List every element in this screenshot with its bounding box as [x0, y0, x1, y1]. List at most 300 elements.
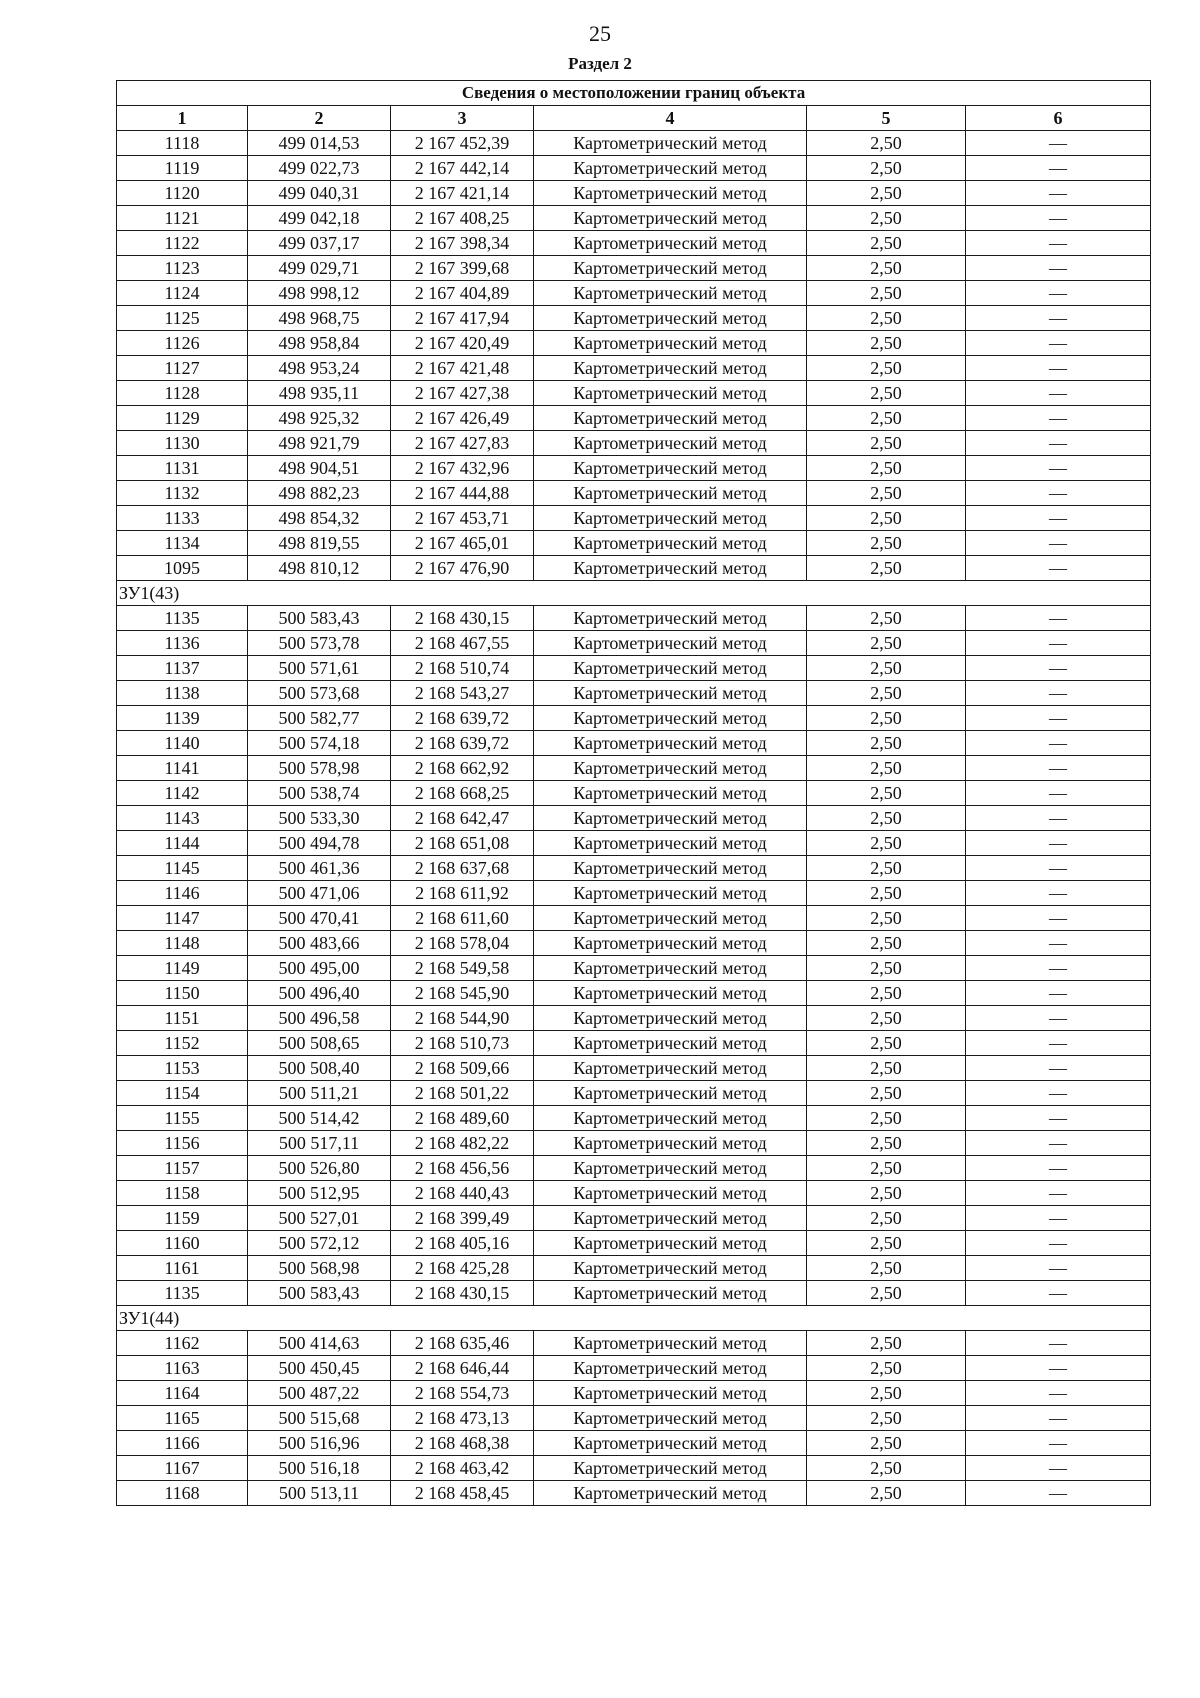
x-coordinate-cell: 498 925,32: [248, 406, 391, 431]
description-cell: —: [966, 1056, 1151, 1081]
x-coordinate-cell: 500 495,00: [248, 956, 391, 981]
point-number-cell: 1150: [117, 981, 248, 1006]
x-coordinate-cell: 500 496,40: [248, 981, 391, 1006]
y-coordinate-cell: 2 168 545,90: [391, 981, 534, 1006]
x-coordinate-cell: 498 935,11: [248, 381, 391, 406]
method-cell: Картометрический метод: [534, 606, 807, 631]
table-row: [117, 481, 1151, 506]
x-coordinate-cell: 500 514,42: [248, 1106, 391, 1131]
accuracy-cell: 2,50: [807, 131, 966, 156]
y-coordinate-cell: 2 168 509,66: [391, 1056, 534, 1081]
accuracy-cell: 2,50: [807, 1181, 966, 1206]
description-cell: —: [966, 1206, 1151, 1231]
y-coordinate-cell: 2 167 399,68: [391, 256, 534, 281]
accuracy-cell: 2,50: [807, 856, 966, 881]
accuracy-cell: 2,50: [807, 1031, 966, 1056]
accuracy-cell: 2,50: [807, 406, 966, 431]
table-row: [117, 1356, 1151, 1381]
x-coordinate-cell: 500 526,80: [248, 1156, 391, 1181]
accuracy-cell: 2,50: [807, 631, 966, 656]
table-row: [117, 931, 1151, 956]
group-label-row: [117, 581, 1151, 606]
x-coordinate-cell: 498 819,55: [248, 531, 391, 556]
method-cell: Картометрический метод: [534, 1006, 807, 1031]
x-coordinate-cell: 500 414,63: [248, 1331, 391, 1356]
accuracy-cell: 2,50: [807, 156, 966, 181]
accuracy-cell: 2,50: [807, 506, 966, 531]
description-cell: —: [966, 1481, 1151, 1506]
column-number: 3: [391, 106, 534, 131]
accuracy-cell: 2,50: [807, 1206, 966, 1231]
y-coordinate-cell: 2 168 467,55: [391, 631, 534, 656]
x-coordinate-cell: 500 515,68: [248, 1406, 391, 1431]
y-coordinate-cell: 2 168 637,68: [391, 856, 534, 881]
point-number-cell: 1125: [117, 306, 248, 331]
table-row: [117, 531, 1151, 556]
point-number-cell: 1149: [117, 956, 248, 981]
point-number-cell: 1118: [117, 131, 248, 156]
point-number-cell: 1140: [117, 731, 248, 756]
x-coordinate-cell: 500 450,45: [248, 1356, 391, 1381]
x-coordinate-cell: 500 496,58: [248, 1006, 391, 1031]
column-number: 6: [966, 106, 1151, 131]
accuracy-cell: 2,50: [807, 656, 966, 681]
table-row: [117, 656, 1151, 681]
description-cell: —: [966, 1156, 1151, 1181]
description-cell: —: [966, 456, 1151, 481]
table-row: [117, 781, 1151, 806]
x-coordinate-cell: 499 022,73: [248, 156, 391, 181]
description-cell: —: [966, 656, 1151, 681]
description-cell: —: [966, 1031, 1151, 1056]
y-coordinate-cell: 2 168 642,47: [391, 806, 534, 831]
description-cell: —: [966, 906, 1151, 931]
section-title: Раздел 2: [568, 54, 632, 73]
point-number-cell: 1136: [117, 631, 248, 656]
accuracy-cell: 2,50: [807, 206, 966, 231]
y-coordinate-cell: 2 168 639,72: [391, 706, 534, 731]
description-cell: —: [966, 181, 1151, 206]
point-number-cell: 1156: [117, 1131, 248, 1156]
method-cell: Картометрический метод: [534, 831, 807, 856]
method-cell: Картометрический метод: [534, 1256, 807, 1281]
column-number-row: [117, 106, 1151, 131]
table-row: [117, 881, 1151, 906]
table-row: [117, 556, 1151, 581]
point-number-cell: 1128: [117, 381, 248, 406]
accuracy-cell: 2,50: [807, 331, 966, 356]
description-cell: —: [966, 356, 1151, 381]
y-coordinate-cell: 2 168 430,15: [391, 1281, 534, 1306]
table-row: [117, 156, 1151, 181]
point-number-cell: 1143: [117, 806, 248, 831]
method-cell: Картометрический метод: [534, 481, 807, 506]
point-number-cell: 1135: [117, 1281, 248, 1306]
accuracy-cell: 2,50: [807, 1381, 966, 1406]
x-coordinate-cell: 498 958,84: [248, 331, 391, 356]
table-row: [117, 1431, 1151, 1456]
description-cell: —: [966, 856, 1151, 881]
x-coordinate-cell: 500 578,98: [248, 756, 391, 781]
point-number-cell: 1167: [117, 1456, 248, 1481]
point-number-cell: 1124: [117, 281, 248, 306]
y-coordinate-cell: 2 168 662,92: [391, 756, 534, 781]
description-cell: —: [966, 131, 1151, 156]
method-cell: Картометрический метод: [534, 1406, 807, 1431]
y-coordinate-cell: 2 167 420,49: [391, 331, 534, 356]
table-row: [117, 1381, 1151, 1406]
y-coordinate-cell: 2 168 554,73: [391, 1381, 534, 1406]
y-coordinate-cell: 2 168 510,74: [391, 656, 534, 681]
point-number-cell: 1147: [117, 906, 248, 931]
method-cell: Картометрический метод: [534, 1281, 807, 1306]
method-cell: Картометрический метод: [534, 1131, 807, 1156]
accuracy-cell: 2,50: [807, 181, 966, 206]
method-cell: Картометрический метод: [534, 1356, 807, 1381]
accuracy-cell: 2,50: [807, 281, 966, 306]
description-cell: —: [966, 1231, 1151, 1256]
method-cell: Картометрический метод: [534, 306, 807, 331]
description-cell: —: [966, 481, 1151, 506]
accuracy-cell: 2,50: [807, 1081, 966, 1106]
accuracy-cell: 2,50: [807, 1481, 966, 1506]
description-cell: —: [966, 331, 1151, 356]
table-title: Сведения о местоположении границ объекта: [117, 81, 1151, 106]
table-row: [117, 1181, 1151, 1206]
method-cell: Картометрический метод: [534, 181, 807, 206]
method-cell: Картометрический метод: [534, 881, 807, 906]
table-row: [117, 981, 1151, 1006]
method-cell: Картометрический метод: [534, 731, 807, 756]
table-row: [117, 431, 1151, 456]
x-coordinate-cell: 500 533,30: [248, 806, 391, 831]
point-number-cell: 1120: [117, 181, 248, 206]
method-cell: Картометрический метод: [534, 1231, 807, 1256]
description-cell: —: [966, 681, 1151, 706]
x-coordinate-cell: 500 517,11: [248, 1131, 391, 1156]
y-coordinate-cell: 2 168 468,38: [391, 1431, 534, 1456]
y-coordinate-cell: 2 167 442,14: [391, 156, 534, 181]
point-number-cell: 1126: [117, 331, 248, 356]
accuracy-cell: 2,50: [807, 806, 966, 831]
description-cell: —: [966, 1131, 1151, 1156]
accuracy-cell: 2,50: [807, 831, 966, 856]
point-number-cell: 1144: [117, 831, 248, 856]
x-coordinate-cell: 500 568,98: [248, 1256, 391, 1281]
point-number-cell: 1141: [117, 756, 248, 781]
method-cell: Картометрический метод: [534, 806, 807, 831]
method-cell: Картометрический метод: [534, 756, 807, 781]
method-cell: Картометрический метод: [534, 1456, 807, 1481]
description-cell: —: [966, 1406, 1151, 1431]
table-row: [117, 956, 1151, 981]
x-coordinate-cell: 500 573,68: [248, 681, 391, 706]
accuracy-cell: 2,50: [807, 906, 966, 931]
y-coordinate-cell: 2 167 465,01: [391, 531, 534, 556]
y-coordinate-cell: 2 168 440,43: [391, 1181, 534, 1206]
y-coordinate-cell: 2 167 421,48: [391, 356, 534, 381]
description-cell: —: [966, 931, 1151, 956]
point-number-cell: 1142: [117, 781, 248, 806]
point-number-cell: 1134: [117, 531, 248, 556]
method-cell: Картометрический метод: [534, 1181, 807, 1206]
table-row: [117, 1481, 1151, 1506]
method-cell: Картометрический метод: [534, 706, 807, 731]
x-coordinate-cell: 498 810,12: [248, 556, 391, 581]
method-cell: Картометрический метод: [534, 556, 807, 581]
method-cell: Картометрический метод: [534, 431, 807, 456]
method-cell: Картометрический метод: [534, 1206, 807, 1231]
description-cell: —: [966, 706, 1151, 731]
table-row: [117, 306, 1151, 331]
method-cell: Картометрический метод: [534, 456, 807, 481]
method-cell: Картометрический метод: [534, 1056, 807, 1081]
description-cell: —: [966, 1281, 1151, 1306]
x-coordinate-cell: 499 040,31: [248, 181, 391, 206]
x-coordinate-cell: 500 538,74: [248, 781, 391, 806]
description-cell: —: [966, 1256, 1151, 1281]
column-number: 5: [807, 106, 966, 131]
table-row: [117, 1081, 1151, 1106]
column-number: 4: [534, 106, 807, 131]
y-coordinate-cell: 2 168 639,72: [391, 731, 534, 756]
x-coordinate-cell: 498 904,51: [248, 456, 391, 481]
y-coordinate-cell: 2 167 417,94: [391, 306, 534, 331]
accuracy-cell: 2,50: [807, 256, 966, 281]
method-cell: Картометрический метод: [534, 131, 807, 156]
x-coordinate-cell: 500 470,41: [248, 906, 391, 931]
point-number-cell: 1122: [117, 231, 248, 256]
x-coordinate-cell: 498 968,75: [248, 306, 391, 331]
y-coordinate-cell: 2 168 578,04: [391, 931, 534, 956]
y-coordinate-cell: 2 167 432,96: [391, 456, 534, 481]
method-cell: Картометрический метод: [534, 1156, 807, 1181]
column-number: 1: [117, 106, 248, 131]
x-coordinate-cell: 500 574,18: [248, 731, 391, 756]
accuracy-cell: 2,50: [807, 606, 966, 631]
x-coordinate-cell: 500 527,01: [248, 1206, 391, 1231]
y-coordinate-cell: 2 167 408,25: [391, 206, 534, 231]
point-number-cell: 1138: [117, 681, 248, 706]
method-cell: Картометрический метод: [534, 531, 807, 556]
point-number-cell: 1154: [117, 1081, 248, 1106]
x-coordinate-cell: 498 921,79: [248, 431, 391, 456]
y-coordinate-cell: 2 167 427,83: [391, 431, 534, 456]
point-number-cell: 1129: [117, 406, 248, 431]
table-body: [117, 131, 1151, 1506]
accuracy-cell: 2,50: [807, 556, 966, 581]
description-cell: —: [966, 306, 1151, 331]
y-coordinate-cell: 2 168 489,60: [391, 1106, 534, 1131]
method-cell: Картометрический метод: [534, 1081, 807, 1106]
accuracy-cell: 2,50: [807, 1256, 966, 1281]
method-cell: Картометрический метод: [534, 956, 807, 981]
table-row: [117, 506, 1151, 531]
table-row: [117, 1056, 1151, 1081]
method-cell: Картометрический метод: [534, 656, 807, 681]
point-number-cell: 1168: [117, 1481, 248, 1506]
y-coordinate-cell: 2 168 425,28: [391, 1256, 534, 1281]
point-number-cell: 1165: [117, 1406, 248, 1431]
point-number-cell: 1137: [117, 656, 248, 681]
y-coordinate-cell: 2 168 430,15: [391, 606, 534, 631]
description-cell: —: [966, 1456, 1151, 1481]
description-cell: —: [966, 431, 1151, 456]
x-coordinate-cell: 500 511,21: [248, 1081, 391, 1106]
method-cell: Картометрический метод: [534, 1331, 807, 1356]
point-number-cell: 1152: [117, 1031, 248, 1056]
description-cell: —: [966, 731, 1151, 756]
y-coordinate-cell: 2 167 421,14: [391, 181, 534, 206]
accuracy-cell: 2,50: [807, 881, 966, 906]
x-coordinate-cell: 499 029,71: [248, 256, 391, 281]
point-number-cell: 1133: [117, 506, 248, 531]
point-number-cell: 1121: [117, 206, 248, 231]
y-coordinate-cell: 2 168 405,16: [391, 1231, 534, 1256]
description-cell: —: [966, 406, 1151, 431]
method-cell: Картометрический метод: [534, 156, 807, 181]
table-row: [117, 281, 1151, 306]
method-cell: Картометрический метод: [534, 856, 807, 881]
y-coordinate-cell: 2 168 458,45: [391, 1481, 534, 1506]
point-number-cell: 1095: [117, 556, 248, 581]
method-cell: Картометрический метод: [534, 906, 807, 931]
accuracy-cell: 2,50: [807, 756, 966, 781]
x-coordinate-cell: 500 508,40: [248, 1056, 391, 1081]
method-cell: Картометрический метод: [534, 231, 807, 256]
table-row: [117, 131, 1151, 156]
x-coordinate-cell: 500 487,22: [248, 1381, 391, 1406]
x-coordinate-cell: 498 953,24: [248, 356, 391, 381]
y-coordinate-cell: 2 167 476,90: [391, 556, 534, 581]
point-number-cell: 1146: [117, 881, 248, 906]
table-row: [117, 456, 1151, 481]
table-row: [117, 181, 1151, 206]
table-row: [117, 1131, 1151, 1156]
x-coordinate-cell: 500 516,18: [248, 1456, 391, 1481]
table-row: [117, 681, 1151, 706]
accuracy-cell: 2,50: [807, 1331, 966, 1356]
x-coordinate-cell: 498 998,12: [248, 281, 391, 306]
point-number-cell: 1127: [117, 356, 248, 381]
table-row: [117, 381, 1151, 406]
description-cell: —: [966, 1381, 1151, 1406]
page-number: 25: [589, 21, 611, 46]
description-cell: —: [966, 156, 1151, 181]
point-number-cell: 1132: [117, 481, 248, 506]
table-row: [117, 1006, 1151, 1031]
point-number-cell: 1166: [117, 1431, 248, 1456]
y-coordinate-cell: 2 168 549,58: [391, 956, 534, 981]
table-row: [117, 1206, 1151, 1231]
y-coordinate-cell: 2 168 611,92: [391, 881, 534, 906]
y-coordinate-cell: 2 168 399,49: [391, 1206, 534, 1231]
table-row: [117, 256, 1151, 281]
x-coordinate-cell: 500 508,65: [248, 1031, 391, 1056]
method-cell: Картометрический метод: [534, 981, 807, 1006]
accuracy-cell: 2,50: [807, 456, 966, 481]
x-coordinate-cell: 500 572,12: [248, 1231, 391, 1256]
point-number-cell: 1119: [117, 156, 248, 181]
table-row: [117, 206, 1151, 231]
group-label: ЗУ1(43): [117, 581, 1151, 606]
accuracy-cell: 2,50: [807, 781, 966, 806]
x-coordinate-cell: 500 461,36: [248, 856, 391, 881]
x-coordinate-cell: 500 583,43: [248, 606, 391, 631]
x-coordinate-cell: 500 582,77: [248, 706, 391, 731]
y-coordinate-cell: 2 168 544,90: [391, 1006, 534, 1031]
table-row: [117, 1281, 1151, 1306]
y-coordinate-cell: 2 167 444,88: [391, 481, 534, 506]
table-row: [117, 706, 1151, 731]
method-cell: Картометрический метод: [534, 1431, 807, 1456]
description-cell: —: [966, 556, 1151, 581]
accuracy-cell: 2,50: [807, 731, 966, 756]
point-number-cell: 1131: [117, 456, 248, 481]
y-coordinate-cell: 2 168 510,73: [391, 1031, 534, 1056]
x-coordinate-cell: 500 516,96: [248, 1431, 391, 1456]
method-cell: Картометрический метод: [534, 331, 807, 356]
description-cell: —: [966, 231, 1151, 256]
y-coordinate-cell: 2 167 404,89: [391, 281, 534, 306]
method-cell: Картометрический метод: [534, 1381, 807, 1406]
table-row: [117, 631, 1151, 656]
description-cell: —: [966, 1081, 1151, 1106]
description-cell: —: [966, 1181, 1151, 1206]
x-coordinate-cell: 499 037,17: [248, 231, 391, 256]
x-coordinate-cell: 499 014,53: [248, 131, 391, 156]
point-number-cell: 1130: [117, 431, 248, 456]
point-number-cell: 1158: [117, 1181, 248, 1206]
point-number-cell: 1153: [117, 1056, 248, 1081]
method-cell: Картометрический метод: [534, 931, 807, 956]
accuracy-cell: 2,50: [807, 981, 966, 1006]
column-number: 2: [248, 106, 391, 131]
y-coordinate-cell: 2 167 426,49: [391, 406, 534, 431]
point-number-cell: 1145: [117, 856, 248, 881]
point-number-cell: 1123: [117, 256, 248, 281]
accuracy-cell: 2,50: [807, 1406, 966, 1431]
table-row: [117, 806, 1151, 831]
y-coordinate-cell: 2 168 482,22: [391, 1131, 534, 1156]
description-cell: —: [966, 1106, 1151, 1131]
x-coordinate-cell: 498 854,32: [248, 506, 391, 531]
y-coordinate-cell: 2 168 463,42: [391, 1456, 534, 1481]
table-row: [117, 331, 1151, 356]
accuracy-cell: 2,50: [807, 356, 966, 381]
accuracy-cell: 2,50: [807, 1156, 966, 1181]
accuracy-cell: 2,50: [807, 1456, 966, 1481]
description-cell: —: [966, 281, 1151, 306]
method-cell: Картометрический метод: [534, 681, 807, 706]
accuracy-cell: 2,50: [807, 1231, 966, 1256]
point-number-cell: 1163: [117, 1356, 248, 1381]
accuracy-cell: 2,50: [807, 481, 966, 506]
group-label-row: [117, 1306, 1151, 1331]
accuracy-cell: 2,50: [807, 306, 966, 331]
description-cell: —: [966, 881, 1151, 906]
table-row: [117, 606, 1151, 631]
method-cell: Картометрический метод: [534, 381, 807, 406]
description-cell: —: [966, 981, 1151, 1006]
table-row: [117, 731, 1151, 756]
accuracy-cell: 2,50: [807, 681, 966, 706]
description-cell: —: [966, 1006, 1151, 1031]
y-coordinate-cell: 2 167 398,34: [391, 231, 534, 256]
x-coordinate-cell: 500 513,11: [248, 1481, 391, 1506]
x-coordinate-cell: 499 042,18: [248, 206, 391, 231]
description-cell: —: [966, 1356, 1151, 1381]
